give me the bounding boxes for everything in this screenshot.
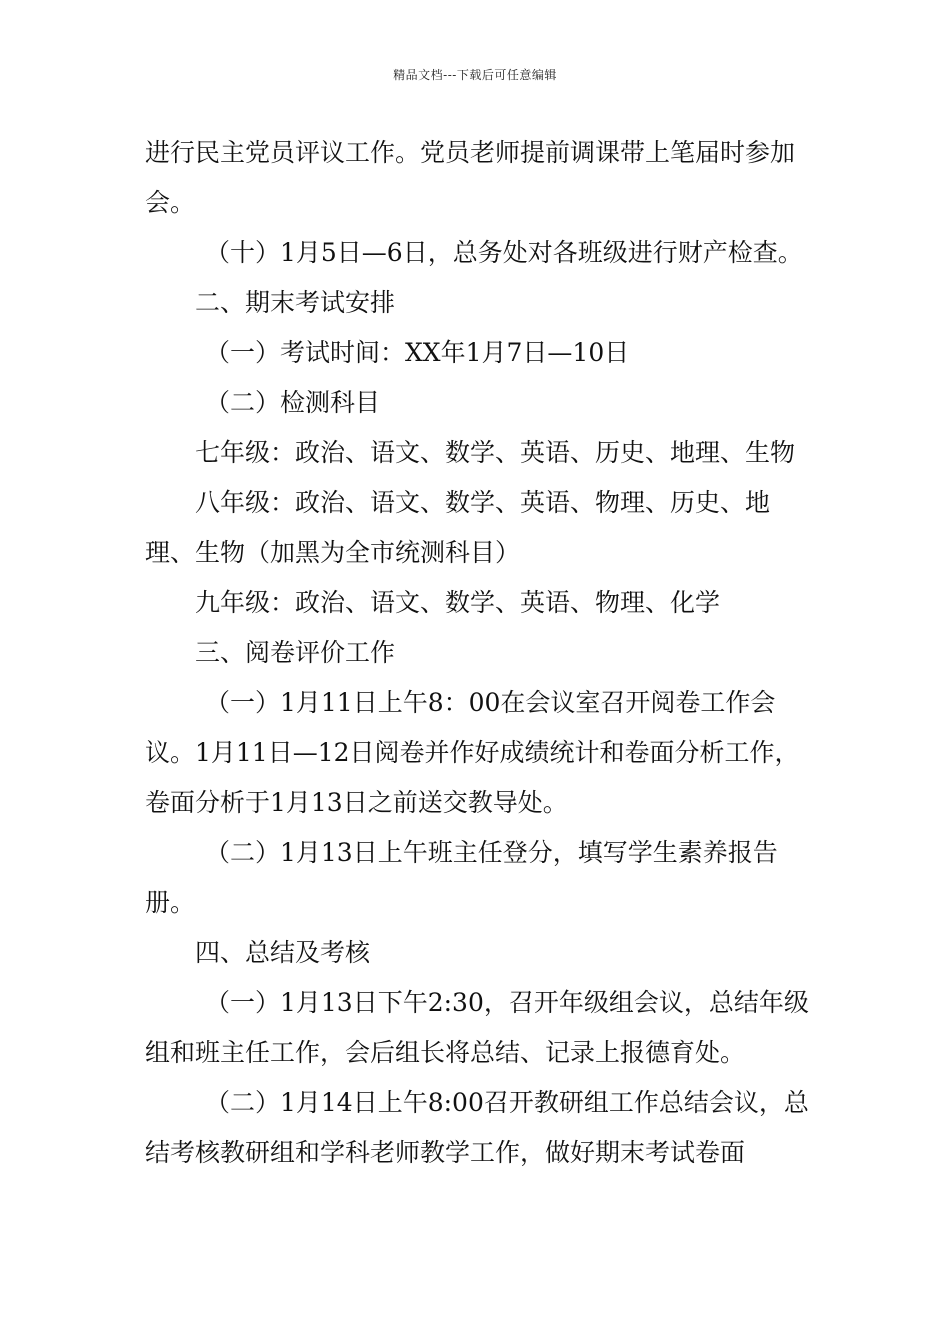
paragraph-grading-meeting: （一）1月11日上午8：00在会议室召开阅卷工作会议。1月11日—12日阅卷并作好成绩统计和卷面分析工作，卷面分析于1月13日之前送交教导处。 <box>145 688 800 817</box>
paragraph-grade-9: 九年级：政治、语文、数学、英语、物理、化学 <box>195 588 721 617</box>
paragraph-grade-8: 八年级：政治、语文、数学、英语、物理、历史、地理、生物（加黑为全市统测科目） <box>145 488 771 567</box>
document-body <box>145 128 810 1178</box>
page-header: 精品文档---下载后可任意编辑 <box>393 68 557 82</box>
paragraph-test-subjects: （二）检测科目 <box>205 388 381 417</box>
paragraph-grade-meeting: （一）1月13日下午2:30，召开年级组会议，总结年级组和班主任工作，会后组长将总结、记录上报德育处。 <box>145 988 809 1067</box>
paragraph-grade-7: 七年级：政治、语文、数学、英语、历史、地理、生物 <box>195 438 796 467</box>
paragraph-exam-time: （一）考试时间：XX年1月7日—10日 <box>205 338 630 367</box>
section-heading-exam-arrangement: 二、期末考试安排 <box>195 288 396 317</box>
section-heading-grading: 三、阅卷评价工作 <box>195 638 396 667</box>
paragraph-party-review: 进行民主党员评议工作。党员老师提前调课带上笔届时参加会。 <box>145 138 796 217</box>
section-heading-summary: 四、总结及考核 <box>195 938 371 967</box>
paragraph-teaching-summary: （二）1月14日上午8:00召开教研组工作总结会议，总结考核教研组和学科老师教学工作，做好期末考试卷面 <box>145 1088 809 1167</box>
paragraph-property-check: （十）1月5日—6日，总务处对各班级进行财产检查。 <box>205 238 803 267</box>
paragraph-score-entry: （二）1月13日上午班主任登分，填写学生素养报告册。 <box>145 838 778 917</box>
